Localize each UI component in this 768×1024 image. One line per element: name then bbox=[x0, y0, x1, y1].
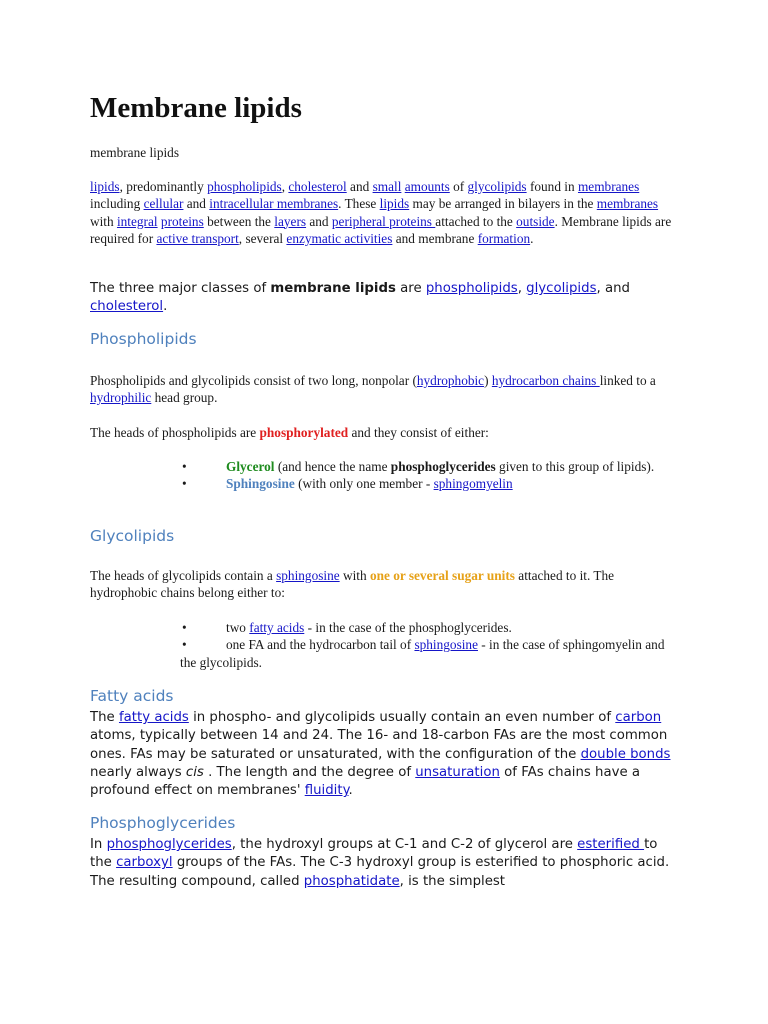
link-enzymatic-activities[interactable]: enzymatic activities bbox=[286, 230, 393, 246]
text: in phospho- and glycolipids usually contain an even number of bbox=[188, 710, 616, 725]
section-heading-fatty-acids: Fatty acids bbox=[90, 687, 174, 705]
link-membranes[interactable]: membranes bbox=[577, 179, 640, 194]
text: The three major classes of bbox=[90, 281, 271, 296]
phosphoglycerides-paragraph bbox=[90, 836, 680, 891]
link-layers[interactable]: layers bbox=[274, 213, 307, 229]
list-item bbox=[180, 636, 680, 671]
subtitle: membrane lipids bbox=[90, 145, 179, 160]
text: . bbox=[163, 299, 168, 315]
link-intracellular-membranes[interactable]: intracellular membranes bbox=[209, 196, 339, 212]
text: attached to the bbox=[435, 213, 517, 229]
link-formation[interactable]: formation bbox=[477, 230, 531, 246]
text: and they consist of either: bbox=[348, 425, 489, 440]
text: nearly always bbox=[90, 764, 186, 780]
text: , several bbox=[238, 230, 287, 246]
link-amounts[interactable]: amounts bbox=[404, 179, 450, 194]
link-cellular[interactable]: cellular bbox=[143, 196, 184, 212]
text: attached to it. The hydrophobic chains belong either to: bbox=[90, 568, 615, 601]
section-heading-phosphoglycerides: Phosphoglycerides bbox=[90, 814, 236, 832]
text: and membrane bbox=[392, 230, 478, 246]
text: Phospholipids and glycolipids consist of two long, nonpolar ( bbox=[90, 373, 417, 388]
bold-term: membrane lipids bbox=[270, 281, 396, 296]
text: atoms, typically between 14 and 24. The 16- and 18-carbon FAs are the most common ones. FAs may be saturated or unsaturated, with the configuration of the bbox=[90, 728, 668, 762]
link-proteins[interactable]: proteins bbox=[160, 213, 204, 229]
text: . bbox=[348, 783, 353, 799]
link-glycolipids[interactable]: glycolipids bbox=[526, 281, 597, 296]
text: of FAs chains have a profound effect on membranes' bbox=[90, 764, 641, 799]
text: are bbox=[395, 281, 426, 296]
link-carboxyl[interactable]: carboxyl bbox=[116, 855, 173, 871]
text: between the bbox=[203, 213, 275, 229]
bullet: • bbox=[182, 620, 187, 635]
bullet: • bbox=[182, 476, 187, 492]
text: . These bbox=[338, 196, 380, 212]
link-glycolipids[interactable]: glycolipids bbox=[467, 179, 527, 194]
text: to the bbox=[90, 837, 658, 871]
link-hydrophilic[interactable]: hydrophilic bbox=[90, 390, 152, 406]
text: and bbox=[346, 179, 373, 194]
list-item bbox=[180, 458, 680, 475]
text: The heads of phospholipids are bbox=[90, 425, 260, 440]
highlight-glycerol: Glycerol bbox=[226, 459, 275, 474]
text: may be arranged in bilayers in the bbox=[409, 196, 597, 212]
link-integral[interactable]: integral bbox=[116, 213, 158, 229]
phospholipids-paragraph bbox=[90, 372, 680, 407]
bold-term: phosphoglycerides bbox=[390, 459, 496, 474]
text: with bbox=[339, 568, 370, 583]
list-item-text bbox=[180, 458, 680, 475]
highlight-phosphorylated: phosphorylated bbox=[259, 425, 349, 440]
link-carbon[interactable]: carbon bbox=[615, 710, 662, 725]
text: The bbox=[90, 710, 119, 725]
link-cholesterol[interactable]: cholesterol bbox=[90, 299, 164, 315]
page-title: Membrane lipids bbox=[90, 92, 302, 124]
link-lipids-2[interactable]: lipids bbox=[379, 196, 410, 212]
intro-paragraph bbox=[90, 178, 680, 247]
text: of bbox=[449, 179, 468, 194]
glycolipids-list bbox=[180, 619, 680, 671]
list-item-text bbox=[180, 636, 680, 671]
text: linked to a bbox=[599, 373, 656, 388]
link-fatty-acids[interactable]: fatty acids bbox=[118, 710, 189, 725]
text: , the hydroxyl groups at C-1 and C-2 of glycerol are bbox=[231, 837, 578, 852]
link-esterified[interactable]: esterified bbox=[577, 837, 645, 852]
text: In bbox=[90, 837, 107, 852]
link-small[interactable]: small bbox=[372, 179, 402, 194]
text: and bbox=[306, 213, 332, 229]
link-sphingosine[interactable]: sphingosine bbox=[414, 637, 478, 653]
text: given to this group of lipids). bbox=[495, 459, 655, 474]
text: - in the case of the phosphoglycerides. bbox=[304, 620, 512, 635]
link-peripheral-proteins[interactable]: peripheral proteins bbox=[331, 213, 436, 229]
text: , bbox=[517, 281, 527, 296]
glycolipids-paragraph bbox=[90, 567, 680, 602]
link-phospholipids[interactable]: phospholipids bbox=[425, 281, 518, 296]
text: (and hence the name bbox=[274, 459, 391, 474]
text: with bbox=[90, 213, 117, 229]
link-membranes-2[interactable]: membranes bbox=[596, 196, 659, 212]
italic-term: cis bbox=[185, 764, 204, 780]
text: . bbox=[530, 230, 534, 246]
classes-paragraph bbox=[90, 280, 680, 317]
link-sphingosine[interactable]: sphingosine bbox=[276, 568, 340, 583]
text: The heads of glycolipids contain a bbox=[90, 568, 277, 583]
text: , predominantly bbox=[119, 179, 208, 194]
link-cholesterol[interactable]: cholesterol bbox=[288, 179, 347, 194]
text: found in bbox=[526, 179, 578, 194]
highlight-sphingosine: Sphingosine bbox=[226, 476, 295, 492]
list-item-text bbox=[180, 475, 680, 492]
list-item-text bbox=[180, 619, 680, 636]
phospholipids-list bbox=[180, 458, 680, 493]
text: and bbox=[183, 196, 210, 212]
text: , and bbox=[596, 281, 630, 296]
link-active-transport[interactable]: active transport bbox=[156, 230, 239, 246]
text: two bbox=[226, 620, 250, 635]
text: one FA and the hydrocarbon tail of bbox=[226, 637, 415, 653]
phospholipids-heads-paragraph bbox=[90, 424, 680, 441]
text: , bbox=[281, 179, 289, 194]
text: groups of the FAs. The C-3 hydroxyl group is esterified to phosphoric acid. The resulting compound, called bbox=[90, 855, 670, 889]
list-item bbox=[180, 475, 680, 492]
link-fluidity[interactable]: fluidity bbox=[304, 783, 349, 799]
text: . Membrane lipids are required for bbox=[90, 213, 672, 246]
link-unsaturation[interactable]: unsaturation bbox=[415, 764, 500, 780]
link-phospholipids[interactable]: phospholipids bbox=[207, 179, 282, 194]
link-hydrocarbon-chains[interactable]: hydrocarbon chains bbox=[491, 373, 600, 388]
link-hydrophobic[interactable]: hydrophobic bbox=[416, 373, 485, 388]
text: . The length and the degree of bbox=[203, 764, 416, 780]
link-phosphatidate[interactable]: phosphatidate bbox=[303, 873, 400, 889]
bullet: • bbox=[182, 459, 187, 474]
section-heading-phospholipids: Phospholipids bbox=[90, 330, 197, 348]
link-double-bonds[interactable]: double bonds bbox=[580, 746, 671, 762]
list-item bbox=[180, 619, 680, 636]
section-heading-glycolipids: Glycolipids bbox=[90, 527, 175, 545]
text: (with only one member - bbox=[294, 476, 434, 492]
link-phosphoglycerides[interactable]: phosphoglycerides bbox=[106, 837, 232, 852]
text: head group. bbox=[151, 390, 218, 406]
link-lipids[interactable]: lipids bbox=[90, 179, 120, 194]
bullet: • bbox=[182, 637, 187, 653]
text: - in the case of sphingomyelin and the glycolipids. bbox=[180, 637, 665, 670]
highlight-sugar-units: one or several sugar units bbox=[369, 568, 515, 583]
link-fatty-acids[interactable]: fatty acids bbox=[249, 620, 305, 635]
text: , is the simplest bbox=[399, 873, 506, 889]
text: including bbox=[90, 196, 144, 212]
fatty-acids-paragraph bbox=[90, 709, 680, 800]
text: ) bbox=[484, 373, 492, 388]
link-sphingomyelin[interactable]: sphingomyelin bbox=[433, 476, 513, 492]
link-outside[interactable]: outside bbox=[516, 213, 555, 229]
